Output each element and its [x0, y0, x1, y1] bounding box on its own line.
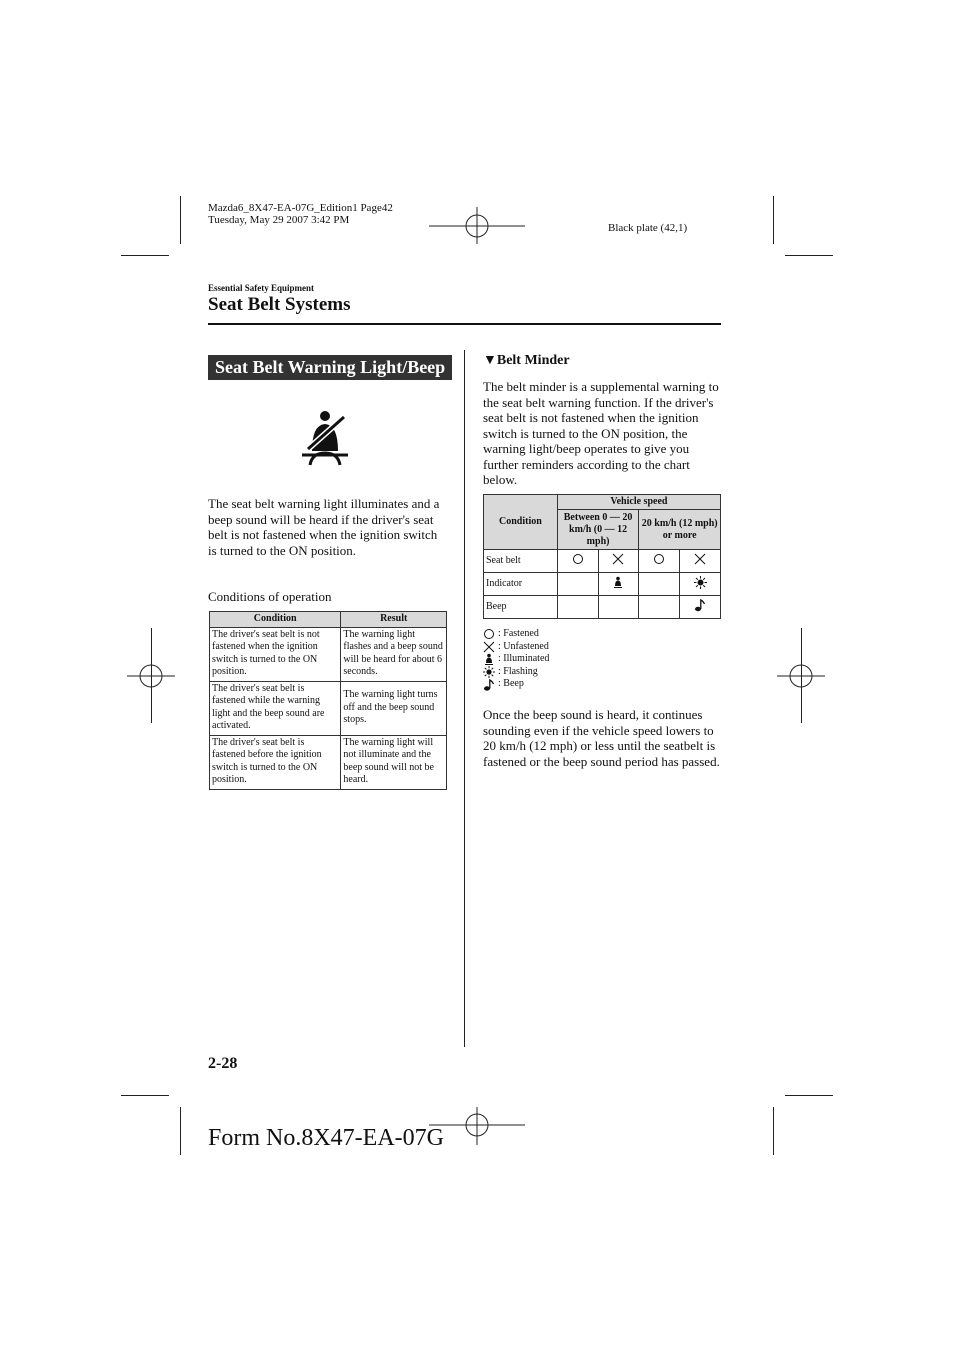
legend-item — [483, 678, 549, 691]
illuminated-icon — [598, 573, 639, 596]
cross-icon — [598, 550, 639, 573]
condition-cell: The driver's seat belt is fastened before the ignition switch is turned to the ON position. — [210, 735, 341, 789]
empty-cell — [598, 596, 639, 619]
legend-label: : Unfastened — [498, 640, 549, 652]
seat-belt-warning-icon — [300, 409, 350, 467]
plate-label: Black plate (42,1) — [608, 222, 688, 234]
legend-label: : Fastened — [498, 628, 539, 639]
belt-minder-title: Belt Minder — [496, 353, 570, 368]
triangle-marker-icon: ▼ — [483, 353, 497, 368]
result-cell: The warning light turns off and the beep sound stops. — [341, 681, 447, 735]
table-header-row — [210, 612, 447, 628]
illuminated-icon — [483, 653, 495, 665]
section-rule — [208, 323, 721, 325]
conditions-caption: Conditions of operation — [208, 589, 332, 604]
beep-note-icon — [680, 596, 721, 619]
print-header — [208, 202, 393, 226]
print-header-line2: Tuesday, May 29 2007 3:42 PM — [208, 214, 350, 226]
column-divider — [464, 350, 465, 1047]
conditions-table — [209, 611, 447, 790]
table-row — [210, 681, 447, 735]
empty-cell — [557, 573, 598, 596]
cross-icon — [680, 550, 721, 573]
box-title: Seat Belt Warning Light/Beep — [208, 355, 452, 380]
condition-header: Condition — [484, 495, 558, 550]
belt-minder-after-text: Once the beep sound is heard, it continues sounding even if the vehicle speed lowers to 20 km/h (12 mph) or less until the seatbelt is fastened or the beep sound period has passed. — [483, 707, 720, 769]
flashing-icon — [483, 666, 495, 678]
legend-label: : Beep — [498, 678, 524, 690]
belt-minder-heading — [483, 353, 570, 369]
table-row — [210, 735, 447, 789]
legend-item — [483, 653, 549, 666]
legend-item — [483, 641, 549, 654]
flashing-icon — [680, 573, 721, 596]
table-row — [210, 627, 447, 681]
speed-low-header: Between 0 — 20 km/h (0 — 12 mph) — [557, 510, 639, 550]
legend-label: : Flashing — [498, 665, 538, 677]
form-number: Form No.8X47-EA-07G — [208, 1125, 444, 1151]
row-label: Seat belt — [484, 550, 558, 573]
legend — [483, 628, 549, 691]
row-label: Indicator — [484, 573, 558, 596]
empty-cell — [639, 573, 680, 596]
beep-note-icon — [483, 679, 495, 691]
result-cell: The warning light will not illuminate and the beep sound will not be heard. — [341, 735, 447, 789]
table-row — [484, 596, 721, 619]
circle-icon — [557, 550, 598, 573]
belt-minder-intro: The belt minder is a supplemental warning to the seat belt warning function. If the driver's seat belt is not fastened when the ignition switch is turned to the ON position, the warning light/beep operates to give you further reminders according to the chart below. — [483, 379, 719, 487]
column-header-result: Result — [341, 612, 447, 628]
belt-minder-table — [483, 494, 721, 619]
table-row — [484, 550, 721, 573]
condition-cell: The driver's seat belt is fastened while the warning light and the beep sound are activated. — [210, 681, 341, 735]
page-number: 2-28 — [208, 1055, 238, 1072]
legend-item — [483, 628, 549, 641]
legend-label: : Illuminated — [498, 653, 550, 665]
left-intro: The seat belt warning light illuminates and a beep sound will be heard if the driver's seat belt is not fastened when the ignition switch is turned to the ON position. — [208, 496, 440, 558]
empty-cell — [557, 596, 598, 619]
section-title: Seat Belt Systems — [208, 294, 351, 315]
column-header-condition: Condition — [210, 612, 341, 628]
empty-cell — [639, 596, 680, 619]
cross-icon — [483, 641, 495, 653]
speed-high-header: 20 km/h (12 mph) or more — [639, 510, 721, 550]
legend-item — [483, 666, 549, 679]
condition-cell: The driver's seat belt is not fastened when the ignition switch is turned to the ON position. — [210, 627, 341, 681]
result-cell: The warning light flashes and a beep sound will be heard for about 6 seconds. — [341, 627, 447, 681]
vehicle-speed-header: Vehicle speed — [557, 495, 720, 510]
row-label: Beep — [484, 596, 558, 619]
circle-icon — [639, 550, 680, 573]
table-row — [484, 573, 721, 596]
circle-icon — [483, 628, 495, 640]
category-label: Essential Safety Equipment — [208, 283, 315, 293]
print-header-line1: Mazda6_8X47-EA-07G_Edition1 Page42 — [208, 202, 393, 214]
